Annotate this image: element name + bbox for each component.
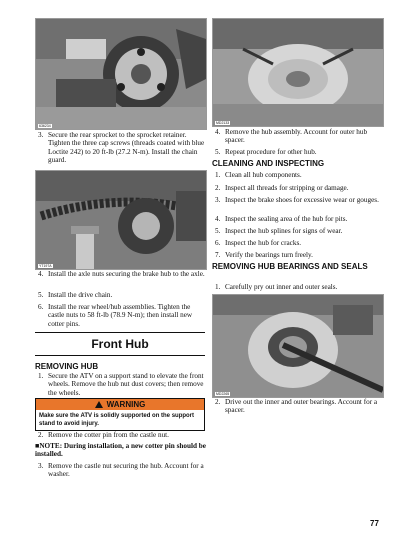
warning-text: Make sure the ATV is solidly supported on the support stand to avoid injury. [39, 413, 195, 427]
step-text: Clean all hub components. [225, 171, 302, 179]
section-title-box [35, 332, 205, 356]
step-text: Inspect the sealing area of the hub for pits. [225, 215, 348, 223]
step-number: 6. [215, 239, 221, 247]
step-text: Install the axle nuts securing the brake hub to the axle. [48, 270, 205, 278]
photo-id: MD2133 [216, 121, 230, 125]
step-number: 1. [215, 171, 221, 179]
removing-hub-step-1 [38, 372, 206, 397]
photo-id: YT197A [39, 264, 52, 268]
step-number: 4. [38, 270, 44, 278]
inspect-step-2 [215, 184, 383, 192]
step-number: 5. [38, 291, 44, 299]
step-number: 3. [215, 196, 221, 204]
step-text: Install the rear wheel/hub assemblies. Tighten the castle nuts to 58 ft-lb (78.9 N-m); then install new cotter pins. [48, 303, 193, 328]
photo-id: 636234 [39, 124, 51, 128]
step-text: Inspect the brake shoes for excessive wear or gouges. [225, 196, 379, 204]
step-number: 2. [215, 398, 221, 406]
step-number: 5. [215, 227, 221, 235]
warning-box [35, 398, 205, 431]
step-text: Install the drive chain. [48, 291, 113, 299]
step-text: Inspect the hub for cracks. [225, 239, 302, 247]
step-text: Secure the rear sprocket to the sprocket retainer. Tighten the three cap screws (threads coated with blue Loctite 242) to 20 ft-lb (27.2 N-m). Install the chain guard. [48, 131, 205, 164]
inspect-step-4 [215, 215, 383, 223]
photo-rear-sprocket [35, 18, 207, 130]
step-text: Inspect all threads for stripping or damage. [225, 184, 349, 192]
step-3 [38, 131, 206, 164]
step-number: 1. [38, 372, 44, 380]
step-number: 2. [38, 431, 44, 439]
step-number: 4. [215, 215, 221, 223]
step-text: Carefully pry out inner and outer seals. [225, 283, 338, 291]
inspect-step-6 [215, 239, 383, 247]
step-text: Remove the cotter pin from the castle nut. [48, 431, 169, 439]
step-number: 4. [215, 128, 221, 136]
removing-hub-step-2 [38, 431, 206, 439]
note: ■NOTE: During installation, a new cotter pin should be installed. [35, 442, 206, 459]
photo-drive-chain [35, 170, 207, 270]
inspect-step-3 [215, 196, 383, 204]
step-text: Repeat procedure for other hub. [225, 148, 317, 156]
photo-pry-seals [212, 294, 384, 398]
step-text: Remove the hub assembly. Account for outer hub spacer. [225, 128, 368, 145]
inspect-step-5 [215, 227, 383, 235]
step-5-right [215, 148, 383, 156]
cleaning-inspecting-heading: CLEANING AND INSPECTING [212, 159, 325, 168]
removing-hub-step-3 [38, 462, 206, 479]
step-number: 3. [38, 131, 44, 139]
step-number: 7. [215, 251, 221, 259]
step-number: 2. [215, 184, 221, 192]
step-text: Verify the bearings turn freely. [225, 251, 313, 259]
inspect-step-1 [215, 171, 383, 179]
step-6 [38, 303, 206, 328]
warning-icon [95, 401, 103, 408]
step-number: 3. [38, 462, 44, 470]
warning-title: WARNING [106, 400, 146, 409]
warning-header [36, 399, 204, 410]
step-number: 6. [38, 303, 44, 311]
step-number: 5. [215, 148, 221, 156]
photo-hub-assembly [212, 18, 384, 127]
removing-bearings-heading: REMOVING HUB BEARINGS AND SEALS [212, 262, 368, 271]
step-text: Remove the castle nut securing the hub. Account for a washer. [48, 462, 204, 479]
step-4 [38, 270, 206, 278]
step-5 [38, 291, 206, 299]
step-text: Secure the ATV on a support stand to elevate the front wheels. Remove the hub nut dust covers; then remove the wheels. [48, 372, 204, 397]
step-4-right [215, 128, 383, 145]
photo-id: MD2265 [216, 392, 230, 396]
step-text: Drive out the inner and outer bearings. Account for a spacer. [225, 398, 378, 415]
step-text: Inspect the hub splines for signs of wear. [225, 227, 343, 235]
removing-hub-heading: REMOVING HUB [35, 362, 99, 371]
section-title: Front Hub [91, 337, 149, 351]
bearings-step-2 [215, 398, 383, 415]
inspect-step-7 [215, 251, 383, 259]
bearings-step-1 [215, 283, 383, 291]
step-number: 1. [215, 283, 221, 291]
page-number: 77 [370, 519, 379, 528]
